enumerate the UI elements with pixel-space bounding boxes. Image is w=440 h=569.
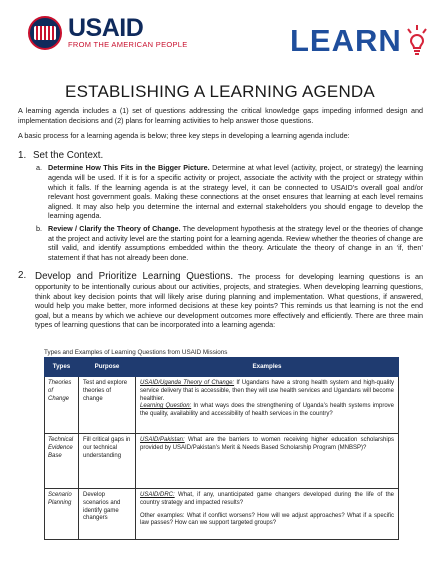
example-text: What, if any, unanticipated game changers developed during the life of the country strategy and impacted results? — [140, 492, 394, 506]
cell-purpose: Fill critical gaps in our technical understanding — [79, 434, 136, 489]
list-item — [36, 163, 423, 221]
table-caption: Types and Examples of Learning Questions from USAID Missions — [44, 349, 228, 356]
document-body — [18, 106, 423, 330]
table-row — [45, 434, 399, 489]
cell-type: Theories of Change — [45, 377, 79, 434]
list-item-text: The development hypothesis at the strategy level or the theories of change at the project and activity level are the starting point for a learning agenda. Review whether the theories of change are still valid, and identify assumptions embedded within the theory. Articulate the theory of change in an ‘if, then’ statement if that has not already been done. — [48, 223, 424, 262]
usaid-tagline: FROM THE AMERICAN PEOPLE — [68, 40, 188, 49]
intro-paragraph: A learning agenda includes a (1) set of questions addressing the critical knowledge gaps impeding informed design and implementation decisions and (2) plans for learning activities to help answer those questions. — [18, 106, 423, 125]
header-purpose: Purpose — [79, 358, 136, 377]
cell-examples — [136, 489, 399, 540]
table-row — [45, 489, 399, 540]
example-text: What are the barriers to women receiving higher education scholarships provided by USAID/Pakistan’s Merit & Needs Based Scholarship Program (MNBSP)? — [140, 437, 394, 451]
list-item — [36, 223, 424, 262]
header-types: Types — [45, 358, 79, 377]
page-title: ESTABLISHING A LEARNING AGENDA — [65, 82, 375, 101]
cell-purpose: Develop scenarios and identify game changers — [79, 489, 136, 540]
example-source: USAID/Pakistan: — [140, 437, 185, 443]
section-2-number: 2. — [18, 270, 27, 282]
cell-purpose: Test and explore theories of change — [79, 377, 136, 434]
learn-logo-text: LEARN — [290, 23, 402, 58]
example-other: Other examples: What if conflict worsens? How will we adjust approaches? What if a specific law passes? How can we support targeted groups? — [140, 512, 394, 527]
example-source: USAID/Uganda Theory of Change: — [140, 380, 235, 386]
cell-type: Technical Evidence Base — [45, 434, 79, 489]
cell-examples — [136, 434, 399, 489]
cell-type: Scenario Planning — [45, 489, 79, 540]
basic-process-paragraph: A basic process for a learning agenda is below; three key steps in developing a learning agenda include: — [18, 131, 350, 141]
usaid-logo-text: USAID — [68, 14, 144, 42]
page-header — [0, 0, 440, 70]
table-header-row — [45, 358, 399, 377]
list-item-letter: a. — [36, 163, 42, 173]
usaid-logo — [28, 16, 188, 50]
example-question-label: Learning Question: — [140, 403, 192, 410]
list-item-title: Determine How This Fits in the Bigger Picture. — [48, 163, 210, 173]
example-question-text: In what ways does the strengthening of Uganda’s health systems improve the quality, availability and accessibility of health services in the country? — [140, 403, 394, 418]
section-1-heading — [18, 151, 423, 161]
learn-logo — [290, 24, 429, 58]
header-examples: Examples — [136, 358, 399, 377]
table-row — [45, 377, 399, 434]
cell-examples — [136, 377, 399, 434]
list-item-letter: b. — [36, 223, 42, 233]
section-1-title: Set the Context. — [33, 149, 104, 161]
example-source: USAID/DRC: — [140, 492, 175, 498]
learning-questions-table — [44, 357, 399, 540]
example-text: If Ugandans have a strong health system and high-quality service delivery that is accessible, then they will use health services and Ugandans will become healthier. — [140, 380, 395, 402]
usaid-seal-icon — [28, 16, 62, 50]
list-item-title: Review / Clarify the Theory of Change. — [48, 223, 181, 233]
lightbulb-icon — [405, 24, 429, 58]
section-1-list — [36, 163, 424, 262]
list-item-text: Determine at what level (activity, project, or strategy) the learning agenda will be used. If it is for a specific activity or project, associate the activity with the project or strategy within which it falls. If the learning agenda is at the strategy level, it can be connected to USAID’s overall goal and/or relevant host government goals. Making these connections at the onset ensures that learning at each level remains aligned. It may also help you determine the internal and external stakeholders you should engage to develop the learning agenda. — [48, 163, 423, 221]
section-2-text: The process for developing learning questions is an opportunity to be intentionally curious about our activities, projects, and strategies. When developing learning questions, think about key decision points that will likely arise during planning and implementation. What questions, if answered, would help you make better, more informed decisions at these key points? This reminds us that learning is not the end goal, but a means by which we achieve our development outcomes more effectively and efficiently. There are three main types of learning questions that can be incorporated into a learning agenda: — [35, 272, 423, 330]
section-2-title: Develop and Prioritize Learning Questions. — [35, 271, 234, 283]
section-2 — [18, 270, 423, 330]
section-1-number: 1. — [18, 149, 27, 161]
